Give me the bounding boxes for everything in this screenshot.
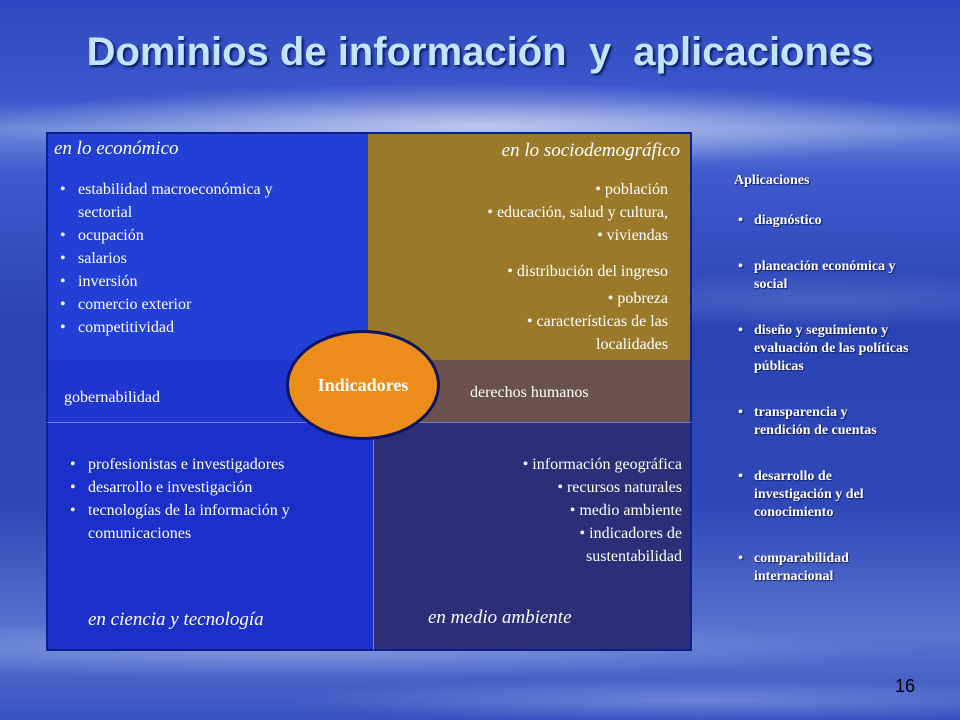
list-item: • salarios: [60, 247, 330, 270]
list-sociodemografico-b: [388, 260, 668, 356]
heading-ciencia: en ciencia y tecnología: [88, 609, 264, 630]
label-derechos-humanos: derechos humanos: [470, 384, 589, 401]
list-sociodemografico-a: [388, 178, 668, 247]
aplicaciones-list: [734, 212, 944, 586]
list-item: • inversión: [60, 270, 330, 293]
list-item: • desarrollo de investigación y del conocimiento: [734, 468, 884, 522]
list-item: • diagnóstico: [734, 212, 944, 230]
aplicaciones-title: Aplicaciones: [734, 173, 810, 188]
slide-title: Dominios de información y aplicaciones: [86, 30, 874, 74]
heading-economico: en lo económico: [54, 138, 179, 159]
list-item: • pobreza: [607, 290, 668, 307]
list-item: • indicadores de sustentabilidad: [579, 525, 682, 565]
indicadores-oval: Indicadores: [286, 330, 440, 440]
list-item: • diseño y seguimiento y evaluación de las políticas públicas: [734, 322, 919, 376]
heading-sociodemografico: en lo sociodemográfico: [501, 140, 680, 161]
list-item: • comparabilidad internacional: [734, 550, 884, 586]
list-item: • comercio exterior: [60, 293, 330, 316]
list-item: • ocupación: [60, 224, 330, 247]
list-item: • estabilidad macroeconómica y sectorial: [60, 178, 330, 224]
list-item: • educación, salud y cultura,: [487, 204, 668, 221]
list-item: • viviendas: [597, 227, 668, 244]
list-item: • tecnologías de la información y comunicaciones: [70, 499, 360, 545]
list-medio: [422, 453, 682, 568]
list-item: • características de las localidades: [526, 313, 668, 353]
list-item: • medio ambiente: [569, 502, 682, 519]
label-gobernabilidad: gobernabilidad: [64, 389, 160, 406]
list-item: • planeación económica y social: [734, 258, 919, 294]
list-item: • información geográfica: [522, 456, 682, 473]
list-ciencia: [70, 453, 360, 545]
list-item: • profesionistas e investigadores: [70, 453, 360, 476]
list-item: • recursos naturales: [557, 479, 682, 496]
page-number: 16: [895, 676, 916, 696]
heading-medio: en medio ambiente: [428, 607, 572, 628]
list-item: • competitividad: [60, 316, 330, 339]
aplicaciones-column: [734, 172, 944, 614]
panel-sociodemografico: [368, 132, 692, 360]
list-item: • distribución del ingreso: [507, 263, 668, 280]
panel-economico: [46, 132, 368, 360]
list-item: • población: [595, 181, 668, 198]
list-item: • transparencia y rendición de cuentas: [734, 404, 904, 440]
list-economico: [60, 178, 330, 339]
list-item: • desarrollo e investigación: [70, 476, 360, 499]
panel-ciencia-tecnologia: [46, 422, 373, 651]
panel-medio-ambiente: [373, 422, 692, 651]
